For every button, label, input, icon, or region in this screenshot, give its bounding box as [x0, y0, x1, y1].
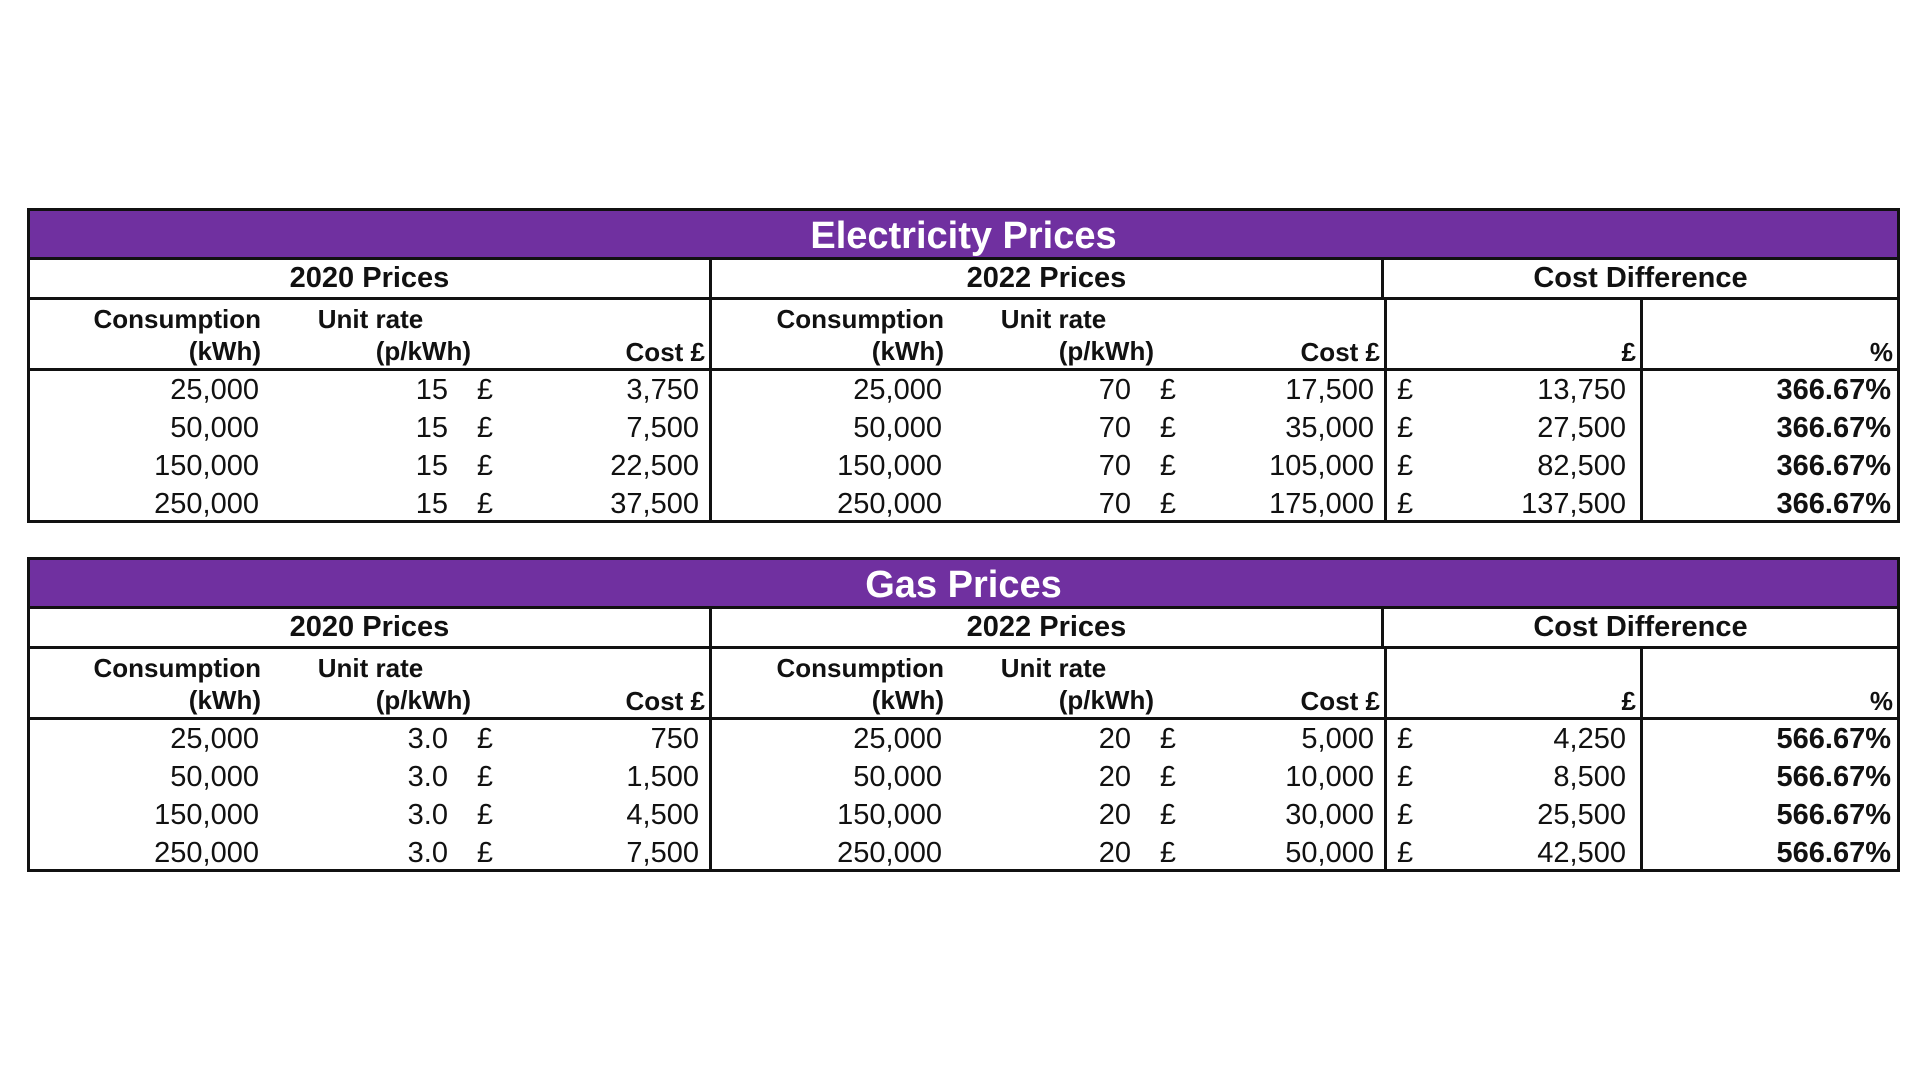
unit-rate-2022 — [946, 758, 1186, 796]
unit-rate-2022-value: 20 — [1098, 837, 1131, 869]
unit-rate-2022 — [946, 409, 1186, 447]
currency-symbol: £ — [1397, 761, 1414, 793]
consumption-2022-value: 250,000 — [837, 837, 942, 869]
header-consumption — [712, 649, 946, 717]
cost-2022 — [1186, 834, 1384, 872]
header-consumption — [30, 649, 263, 717]
currency-symbol: £ — [1397, 837, 1414, 869]
cost-difference-value: 13,750 — [1537, 374, 1626, 406]
unit-rate-2020-value: 3.0 — [407, 837, 448, 869]
currency-symbol: £ — [1397, 723, 1414, 755]
header-unit-rate-line1: Unit rate — [317, 304, 424, 334]
consumption-2022 — [712, 447, 946, 485]
cost-difference-percent — [1640, 409, 1897, 447]
currency-symbol: £ — [1159, 837, 1176, 869]
prices-2022-cells — [709, 447, 1384, 485]
group-2022-prices: 2022 Prices — [709, 260, 1381, 297]
cost-2020 — [503, 371, 709, 409]
consumption-2022-value: 50,000 — [853, 761, 942, 793]
currency-symbol: £ — [476, 723, 493, 755]
header-diff-pound — [1384, 649, 1640, 717]
consumption-2022 — [712, 834, 946, 872]
consumption-2020 — [30, 758, 263, 796]
consumption-2022 — [712, 758, 946, 796]
consumption-2022 — [712, 371, 946, 409]
table-row — [30, 371, 1897, 409]
header-cost-label: Cost £ — [1300, 337, 1380, 367]
header-diff-percent-label: % — [1869, 686, 1893, 716]
currency-symbol: £ — [476, 450, 493, 482]
table-row — [30, 796, 1897, 834]
consumption-2020-value: 25,000 — [170, 723, 259, 755]
consumption-2022-value: 25,000 — [853, 374, 942, 406]
electricity-title: Electricity Prices — [30, 211, 1897, 260]
consumption-2020-value: 250,000 — [154, 488, 259, 520]
cost-difference-percent-value: 566.67% — [1776, 799, 1891, 831]
consumption-2020-value: 250,000 — [154, 837, 259, 869]
header-consumption-line2: (kWh) — [871, 336, 944, 366]
header-unit-rate-line1: Unit rate — [1000, 653, 1107, 683]
cost-difference-pounds — [1384, 758, 1640, 796]
currency-symbol: £ — [1397, 799, 1414, 831]
cost-2020-value: 7,500 — [626, 837, 699, 869]
currency-symbol: £ — [1159, 761, 1176, 793]
consumption-2020 — [30, 720, 263, 758]
consumption-2020-value: 150,000 — [154, 799, 259, 831]
cost-difference-value: 8,500 — [1553, 761, 1626, 793]
unit-rate-2022-value: 20 — [1098, 761, 1131, 793]
header-diff-percent — [1640, 300, 1897, 368]
cost-2022 — [1186, 409, 1384, 447]
unit-rate-2022-value: 70 — [1098, 450, 1131, 482]
currency-symbol: £ — [1397, 450, 1414, 482]
cost-2022 — [1186, 371, 1384, 409]
cost-difference-value: 27,500 — [1537, 412, 1626, 444]
header-unit-rate — [946, 300, 1186, 368]
cost-2022-value: 50,000 — [1285, 837, 1374, 869]
header-cost-label: Cost £ — [625, 686, 705, 716]
table-row — [30, 447, 1897, 485]
unit-rate-2020-value: 15 — [415, 488, 448, 520]
cost-2020-value: 3,750 — [626, 374, 699, 406]
cost-difference-percent — [1640, 485, 1897, 523]
header-diff-pound-label: £ — [1621, 337, 1636, 367]
cost-difference-percent — [1640, 720, 1897, 758]
unit-rate-2022 — [946, 485, 1186, 523]
currency-symbol: £ — [1159, 488, 1176, 520]
consumption-2022-value: 25,000 — [853, 723, 942, 755]
unit-rate-2020 — [263, 796, 503, 834]
header-unit-rate-line2: (p/kWh) — [1058, 336, 1154, 366]
cost-difference-value: 42,500 — [1537, 837, 1626, 869]
cost-2020 — [503, 796, 709, 834]
cost-2022 — [1186, 485, 1384, 523]
cost-2022-value: 10,000 — [1285, 761, 1374, 793]
cost-2020 — [503, 720, 709, 758]
header-consumption-line2: (kWh) — [871, 685, 944, 715]
currency-symbol: £ — [476, 837, 493, 869]
cost-difference-pounds — [1384, 796, 1640, 834]
cost-difference-percent-value: 366.67% — [1776, 488, 1891, 520]
header-cost-label: Cost £ — [625, 337, 705, 367]
unit-rate-2020 — [263, 758, 503, 796]
cost-2020 — [503, 758, 709, 796]
header-unit-rate-line1: Unit rate — [1000, 304, 1107, 334]
cost-2020-value: 1,500 — [626, 761, 699, 793]
unit-rate-2020-value: 15 — [415, 450, 448, 482]
cost-2020 — [503, 834, 709, 872]
consumption-2020 — [30, 409, 263, 447]
currency-symbol: £ — [1159, 450, 1176, 482]
cost-difference-percent-value: 566.67% — [1776, 761, 1891, 793]
group-header-row — [30, 260, 1897, 300]
consumption-2022 — [712, 720, 946, 758]
consumption-2020 — [30, 485, 263, 523]
currency-symbol: £ — [1397, 488, 1414, 520]
currency-symbol: £ — [1159, 412, 1176, 444]
group-2022-prices: 2022 Prices — [709, 609, 1381, 646]
unit-rate-2020 — [263, 834, 503, 872]
cost-difference-value: 4,250 — [1553, 723, 1626, 755]
currency-symbol: £ — [1159, 723, 1176, 755]
cost-difference-pounds — [1384, 371, 1640, 409]
consumption-2022 — [712, 796, 946, 834]
unit-rate-2020 — [263, 485, 503, 523]
cost-difference-percent — [1640, 796, 1897, 834]
header-consumption-line2: (kWh) — [188, 685, 261, 715]
consumption-2020-value: 50,000 — [170, 412, 259, 444]
cost-difference-pounds — [1384, 485, 1640, 523]
header-unit-rate-line2: (p/kWh) — [375, 685, 471, 715]
unit-rate-2022-value: 20 — [1098, 723, 1131, 755]
header-consumption-line1: Consumption — [776, 653, 944, 683]
table-row — [30, 720, 1897, 758]
cost-difference-percent — [1640, 371, 1897, 409]
cost-2020 — [503, 485, 709, 523]
header-cost — [503, 300, 709, 368]
header-cost-label: Cost £ — [1300, 686, 1380, 716]
consumption-2022-value: 50,000 — [853, 412, 942, 444]
header-unit-rate-line2: (p/kWh) — [375, 336, 471, 366]
currency-symbol: £ — [1397, 412, 1414, 444]
cost-2020-value: 750 — [650, 723, 699, 755]
unit-rate-2022 — [946, 371, 1186, 409]
prices-2022-cells — [709, 485, 1384, 523]
electricity-prices-table — [27, 208, 1900, 523]
cost-difference-value: 137,500 — [1521, 488, 1626, 520]
cost-2020-value: 37,500 — [610, 488, 699, 520]
prices-2022-cells — [709, 409, 1384, 447]
cost-2020-value: 22,500 — [610, 450, 699, 482]
table-row — [30, 834, 1897, 872]
cost-difference-pounds — [1384, 409, 1640, 447]
unit-rate-2020-value: 15 — [415, 374, 448, 406]
currency-symbol: £ — [476, 799, 493, 831]
table-row — [30, 409, 1897, 447]
cost-difference-percent-value: 366.67% — [1776, 450, 1891, 482]
cost-2022 — [1186, 720, 1384, 758]
unit-rate-2020-value: 3.0 — [407, 799, 448, 831]
header-consumption — [30, 300, 263, 368]
unit-rate-2020-value: 15 — [415, 412, 448, 444]
cost-difference-pounds — [1384, 447, 1640, 485]
prices-2022-cells — [709, 371, 1384, 409]
table-row — [30, 485, 1897, 523]
cost-2020-value: 7,500 — [626, 412, 699, 444]
currency-symbol: £ — [1159, 374, 1176, 406]
header-cost — [1186, 300, 1384, 368]
cost-difference-percent-value: 366.67% — [1776, 412, 1891, 444]
header-consumption-line1: Consumption — [93, 653, 261, 683]
cost-difference-percent-value: 566.67% — [1776, 723, 1891, 755]
currency-symbol: £ — [476, 761, 493, 793]
header-diff-percent-label: % — [1869, 337, 1893, 367]
cost-difference-value: 82,500 — [1537, 450, 1626, 482]
cost-2020 — [503, 409, 709, 447]
header-unit-rate-line1: Unit rate — [317, 653, 424, 683]
consumption-2020-value: 150,000 — [154, 450, 259, 482]
consumption-2022-value: 250,000 — [837, 488, 942, 520]
cost-difference-percent — [1640, 447, 1897, 485]
cost-difference-percent — [1640, 758, 1897, 796]
unit-rate-2022-value: 70 — [1098, 488, 1131, 520]
cost-difference-percent-value: 566.67% — [1776, 837, 1891, 869]
prices-2022-cells — [709, 834, 1384, 872]
header-cost — [1186, 649, 1384, 717]
consumption-2020-value: 25,000 — [170, 374, 259, 406]
currency-symbol: £ — [476, 412, 493, 444]
header-2022-group — [709, 649, 1384, 717]
group-header-row — [30, 609, 1897, 649]
column-header-row — [30, 649, 1897, 720]
gas-prices-table — [27, 557, 1900, 872]
cost-difference-percent-value: 366.67% — [1776, 374, 1891, 406]
header-consumption-line1: Consumption — [93, 304, 261, 334]
cost-difference-value: 25,500 — [1537, 799, 1626, 831]
unit-rate-2020 — [263, 371, 503, 409]
consumption-2020 — [30, 447, 263, 485]
column-header-row — [30, 300, 1897, 371]
unit-rate-2020-value: 3.0 — [407, 723, 448, 755]
cost-difference-pounds — [1384, 720, 1640, 758]
header-unit-rate-line2: (p/kWh) — [1058, 685, 1154, 715]
unit-rate-2022 — [946, 720, 1186, 758]
consumption-2020 — [30, 371, 263, 409]
consumption-2020 — [30, 796, 263, 834]
group-2020-prices: 2020 Prices — [289, 262, 450, 294]
group-cost-difference: Cost Difference — [1381, 260, 1897, 297]
gas-title: Gas Prices — [30, 560, 1897, 609]
cost-2020 — [503, 447, 709, 485]
header-2022-group — [709, 300, 1384, 368]
currency-symbol: £ — [1159, 799, 1176, 831]
unit-rate-2020-value: 3.0 — [407, 761, 448, 793]
currency-symbol: £ — [1397, 374, 1414, 406]
header-unit-rate — [946, 649, 1186, 717]
cost-2022 — [1186, 796, 1384, 834]
cost-2022-value: 105,000 — [1269, 450, 1374, 482]
prices-2022-cells — [709, 758, 1384, 796]
consumption-2022-value: 150,000 — [837, 799, 942, 831]
cost-2022-value: 175,000 — [1269, 488, 1374, 520]
header-diff-percent — [1640, 649, 1897, 717]
currency-symbol: £ — [476, 374, 493, 406]
cost-2022-value: 5,000 — [1301, 723, 1374, 755]
cost-2022-value: 35,000 — [1285, 412, 1374, 444]
unit-rate-2022 — [946, 796, 1186, 834]
unit-rate-2022-value: 70 — [1098, 412, 1131, 444]
unit-rate-2020 — [263, 409, 503, 447]
unit-rate-2022 — [946, 447, 1186, 485]
consumption-2020-value: 50,000 — [170, 761, 259, 793]
header-unit-rate — [263, 300, 503, 368]
cost-difference-percent — [1640, 834, 1897, 872]
unit-rate-2020 — [263, 447, 503, 485]
unit-rate-2022-value: 20 — [1098, 799, 1131, 831]
header-diff-pound-label: £ — [1621, 686, 1636, 716]
prices-2022-cells — [709, 720, 1384, 758]
header-diff-pound — [1384, 300, 1640, 368]
currency-symbol: £ — [476, 488, 493, 520]
consumption-2022 — [712, 485, 946, 523]
unit-rate-2022 — [946, 834, 1186, 872]
cost-difference-pounds — [1384, 834, 1640, 872]
group-2020-prices: 2020 Prices — [289, 611, 450, 643]
cost-2022-value: 17,500 — [1285, 374, 1374, 406]
cost-2022 — [1186, 758, 1384, 796]
header-cost — [503, 649, 709, 717]
group-cost-difference: Cost Difference — [1381, 609, 1897, 646]
header-unit-rate — [263, 649, 503, 717]
consumption-2022 — [712, 409, 946, 447]
unit-rate-2022-value: 70 — [1098, 374, 1131, 406]
cost-2022 — [1186, 447, 1384, 485]
cost-2022-value: 30,000 — [1285, 799, 1374, 831]
header-consumption-line1: Consumption — [776, 304, 944, 334]
header-consumption — [712, 300, 946, 368]
prices-2022-cells — [709, 796, 1384, 834]
consumption-2022-value: 150,000 — [837, 450, 942, 482]
table-row — [30, 758, 1897, 796]
unit-rate-2020 — [263, 720, 503, 758]
consumption-2020 — [30, 834, 263, 872]
cost-2020-value: 4,500 — [626, 799, 699, 831]
header-consumption-line2: (kWh) — [188, 336, 261, 366]
